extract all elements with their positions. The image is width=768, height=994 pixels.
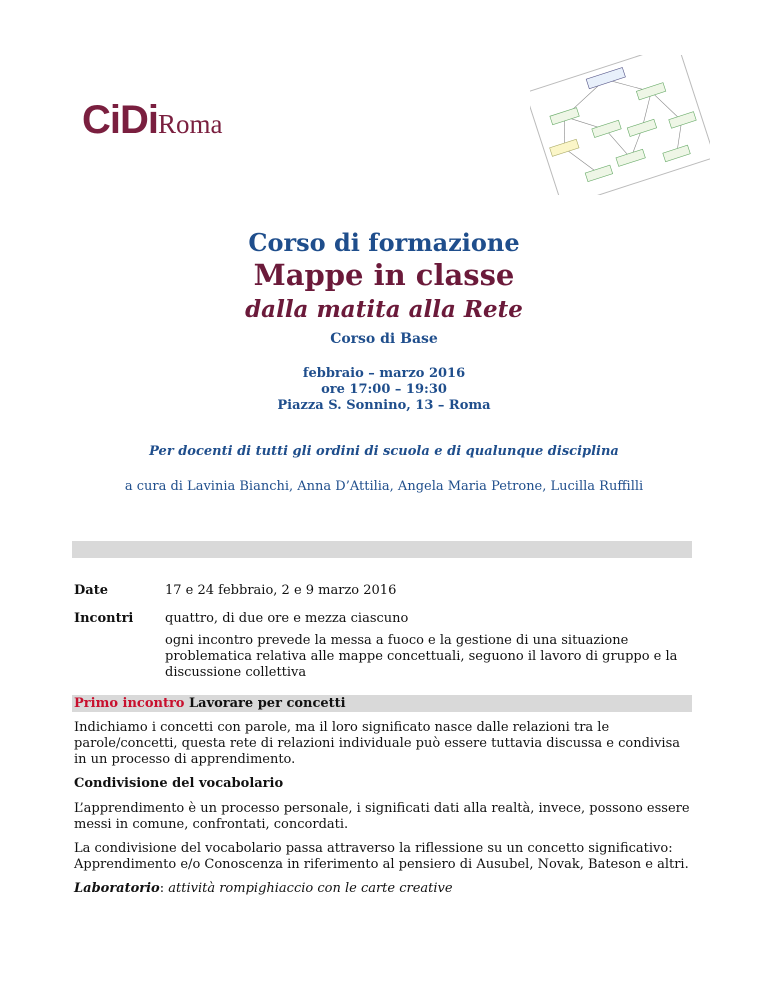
- curators-line: a cura di Lavinia Bianchi, Anna D’Attilia, Angela Maria Petrone, Lucilla Ruffilli: [124, 479, 644, 494]
- incontri-description: ogni incontro prevede la messa a fuoco e la gestione di una situazione problematica relativa alle mappe concettuali, seguono il lavoro di gruppo e la discussione collettiva: [165, 633, 678, 680]
- cidi-logo: [82, 98, 322, 142]
- date-label: Date: [74, 583, 108, 598]
- audience-line: Per docenti di tutti gli ordini di scuola e di qualunque disciplina: [149, 444, 619, 459]
- course-place: Piazza S. Sonnino, 13 – Roma: [277, 398, 491, 413]
- incontri-value: quattro, di due ore e mezza ciascuno: [165, 611, 409, 626]
- course-subtitle: dalla matita alla Rete: [245, 296, 523, 323]
- date-value: 17 e 24 febbraio, 2 e 9 marzo 2016: [165, 583, 397, 598]
- section-label: Primo incontro: [74, 696, 185, 711]
- paragraph-2: La condivisione del vocabolario passa attraverso la riflessione su un concetto significativo: Apprendimento e/o Conoscenza in riferimento al pensiero di Ausubel, Novak, Bateson e altri.: [74, 841, 689, 872]
- course-type-title: Corso di formazione: [248, 228, 520, 257]
- concept-map-image: [530, 55, 710, 195]
- logo-text: CiDi: [82, 98, 158, 142]
- lab-text: attività rompighiaccio con le carte creative: [168, 881, 453, 896]
- section-header: [72, 695, 692, 712]
- subsection-title: Condivisione del vocabolario: [74, 776, 284, 791]
- course-dates: febbraio – marzo 2016: [302, 366, 466, 381]
- section-title: Lavorare per concetti: [189, 696, 346, 711]
- logo-city: Roma: [158, 109, 223, 139]
- course-time: ore 17:00 – 19:30: [321, 382, 447, 397]
- section-intro: Indichiamo i concetti con parole, ma il loro significato nasce dalle relazioni tra le parole/concetti, questa rete di relazioni individuale può essere tuttavia discussa e condivisa in un processo di apprendimento.: [74, 720, 680, 767]
- paragraph-1: L’apprendimento è un processo personale, i significati dati alla realtà, invece, possono essere messi in comune, confrontati, concordati.: [74, 801, 690, 832]
- lab-line: Laboratorio: attività rompighiaccio con le carte creative: [74, 881, 453, 896]
- course-title: Mappe in classe: [253, 258, 515, 292]
- lab-label: Laboratorio: [74, 881, 160, 896]
- course-info: [0, 366, 768, 414]
- incontri-label: Incontri: [74, 611, 134, 626]
- course-level: Corso di Base: [330, 331, 438, 347]
- separator-bar: [72, 541, 692, 558]
